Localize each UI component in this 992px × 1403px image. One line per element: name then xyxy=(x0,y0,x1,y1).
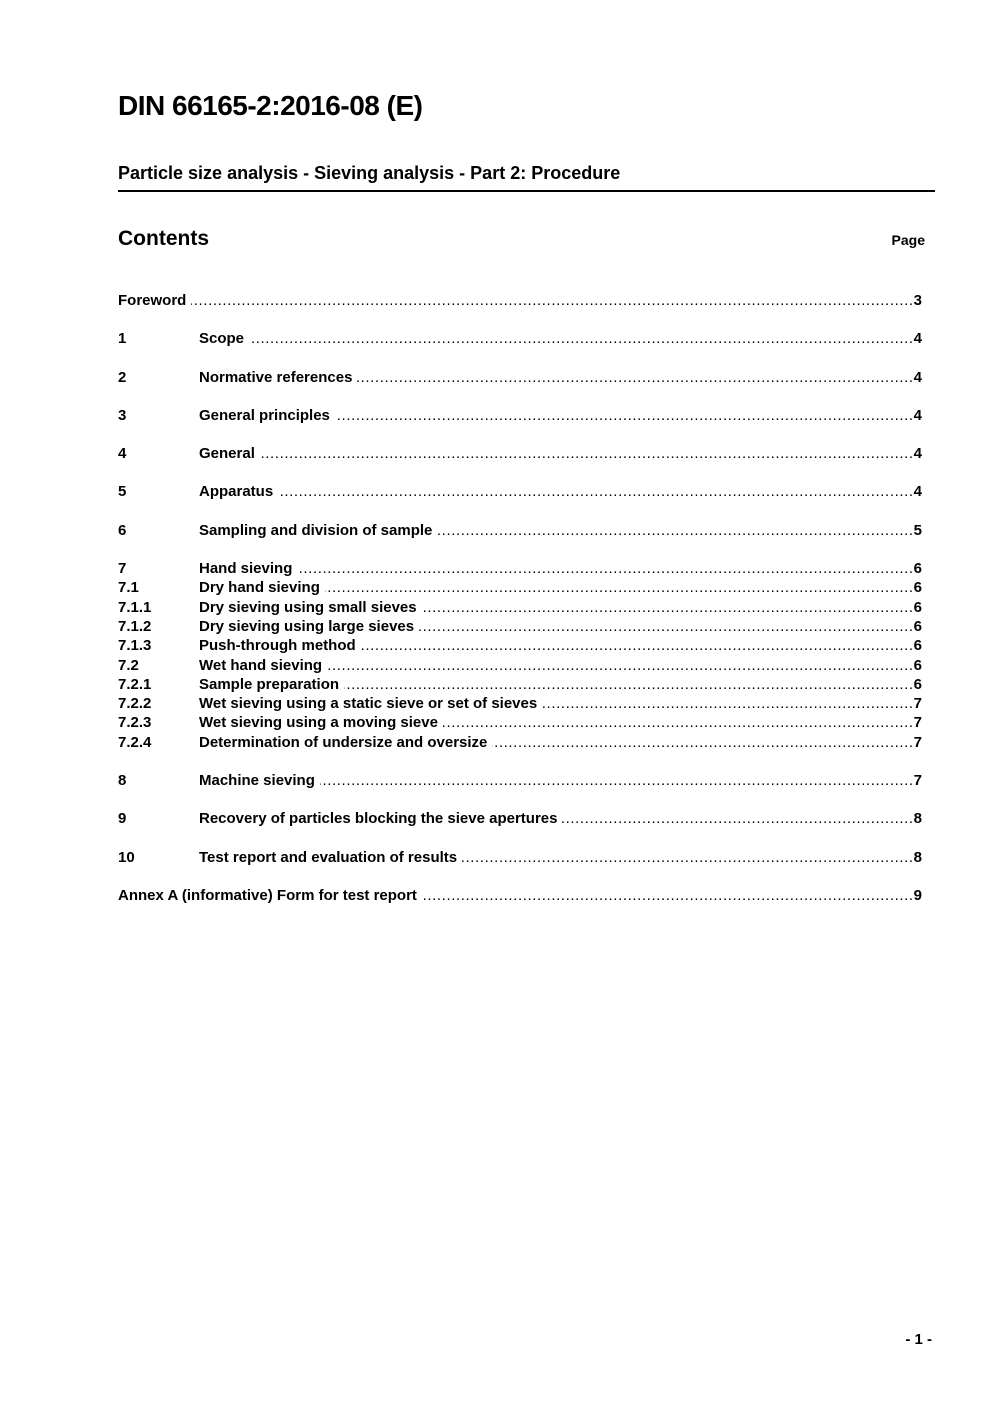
toc-entry xyxy=(118,578,935,597)
toc-entry-label: Wet hand sieving xyxy=(199,656,323,674)
page-column-label: Page xyxy=(891,232,925,248)
toc-entry-number: 7.2 xyxy=(118,656,139,674)
toc-entry-label: Foreword xyxy=(118,292,187,309)
toc-entry-page: 3 xyxy=(913,292,922,309)
toc-entry xyxy=(118,886,935,905)
toc-entry xyxy=(118,559,935,578)
toc-entry xyxy=(118,713,935,732)
toc-entry xyxy=(118,675,935,694)
toc-entry xyxy=(118,809,935,828)
toc-dot-leader xyxy=(361,636,914,655)
toc-dot-leader xyxy=(422,598,914,617)
toc-entry-label: Hand sieving xyxy=(199,560,293,578)
toc-entry-number: 7.2.3 xyxy=(118,714,152,732)
toc-dot-leader xyxy=(191,291,913,310)
toc-dot-leader xyxy=(562,809,913,828)
toc-dot-leader xyxy=(249,329,914,348)
toc-dot-leader xyxy=(325,578,914,597)
page-number-footer: - 1 - xyxy=(905,1331,932,1348)
toc-entry xyxy=(118,291,935,310)
toc-entry-label: Wet sieving using a moving sieve xyxy=(199,714,438,732)
toc-dot-leader xyxy=(278,482,913,501)
toc-entry-page: 7 xyxy=(913,733,922,751)
toc-entry xyxy=(118,368,935,387)
toc-entry-page: 7 xyxy=(913,714,922,732)
toc-dot-leader xyxy=(327,656,914,675)
toc-entry-label: Machine sieving xyxy=(199,772,315,790)
document-title: Particle size analysis - Sieving analysis - Part 2: Procedure xyxy=(118,163,935,192)
toc-entry-number: 7 xyxy=(118,560,127,578)
toc-entry-page: 4 xyxy=(913,406,922,424)
toc-entry-number: 1 xyxy=(118,330,127,348)
toc-entry-page: 6 xyxy=(913,579,922,597)
toc-entry xyxy=(118,406,935,425)
document-code: DIN 66165-2:2016-08 (E) xyxy=(118,90,423,121)
toc-entry-label: Determination of undersize and oversize xyxy=(199,733,488,751)
toc-dot-leader xyxy=(419,617,914,636)
toc-entry-page: 4 xyxy=(913,483,922,501)
toc-entry xyxy=(118,733,935,752)
toc-dot-leader xyxy=(437,521,913,540)
toc-entry-label: General xyxy=(199,445,255,463)
toc-entry-label: Scope xyxy=(199,330,245,348)
toc-entry-number: 6 xyxy=(118,521,127,539)
toc-entry xyxy=(118,636,935,655)
toc-dot-leader xyxy=(462,848,914,867)
toc-entry-number: 7.1 xyxy=(118,579,139,597)
toc-entry-label: Recovery of particles blocking the sieve apertures xyxy=(199,810,558,828)
toc-entry-page: 6 xyxy=(913,656,922,674)
toc-entry xyxy=(118,521,935,540)
toc-entry xyxy=(118,771,935,790)
toc-entry xyxy=(118,329,935,348)
toc-dot-leader xyxy=(344,675,914,694)
contents-header xyxy=(118,227,935,251)
toc-entry xyxy=(118,617,935,636)
toc-entry xyxy=(118,444,935,463)
toc-entry-number: 5 xyxy=(118,483,127,501)
toc-entry-label: Sampling and division of sample xyxy=(199,521,433,539)
toc-entry-number: 7.1.2 xyxy=(118,617,152,635)
toc-entry-page: 6 xyxy=(913,598,922,616)
toc-entry-number: 7.1.3 xyxy=(118,637,152,655)
toc-dot-leader xyxy=(260,444,914,463)
toc-entry-number: 3 xyxy=(118,406,127,424)
toc-entry-number: 2 xyxy=(118,368,127,386)
toc-entry-page: 6 xyxy=(913,675,922,693)
toc-entry-page: 7 xyxy=(913,772,922,790)
toc-entry xyxy=(118,482,935,501)
toc-dot-leader xyxy=(320,771,914,790)
toc-entry-number: 7.2.2 xyxy=(118,695,152,713)
toc-entry-label: Dry sieving using large sieves xyxy=(199,617,415,635)
toc-entry-page: 7 xyxy=(913,695,922,713)
toc-entry-label: Wet sieving using a static sieve or set of sieves xyxy=(199,695,538,713)
toc-entry-label: General principles xyxy=(199,406,330,424)
toc-entry xyxy=(118,694,935,713)
toc-entry-label: Push-through method xyxy=(199,637,356,655)
toc-entry-page: 6 xyxy=(913,637,922,655)
toc-entry-page: 6 xyxy=(913,560,922,578)
toc-entry-page: 4 xyxy=(913,445,922,463)
toc-entry-number: 7.1.1 xyxy=(118,598,152,616)
toc-entry-label: Apparatus xyxy=(199,483,274,501)
toc-entry-number: 10 xyxy=(118,848,135,866)
toc-entry-number: 7.2.4 xyxy=(118,733,152,751)
toc-entry-page: 5 xyxy=(913,521,922,539)
toc-dot-leader xyxy=(443,713,914,732)
toc-entry-page: 9 xyxy=(913,886,922,904)
toc-entry-page: 6 xyxy=(913,617,922,635)
toc-entry-number: 7.2.1 xyxy=(118,675,152,693)
toc-dot-leader xyxy=(422,886,914,905)
toc-entry xyxy=(118,848,935,867)
toc-dot-leader xyxy=(297,559,913,578)
toc-entry xyxy=(118,598,935,617)
toc-dot-leader xyxy=(335,406,914,425)
contents-heading: Contents xyxy=(118,227,209,250)
toc-entry-label: Test report and evaluation of results xyxy=(199,848,458,866)
toc-entry-page: 4 xyxy=(913,368,922,386)
toc-entry-number: 8 xyxy=(118,772,127,790)
toc-dot-leader xyxy=(357,368,913,387)
toc-entry-number: 9 xyxy=(118,810,127,828)
toc-entry-label: Sample preparation xyxy=(199,675,340,693)
toc-entry-page: 8 xyxy=(913,810,922,828)
toc-entry-label: Dry hand sieving xyxy=(199,579,320,597)
table-of-contents xyxy=(118,291,935,905)
toc-entry-label: Dry sieving using small sieves xyxy=(199,598,417,616)
toc-entry-label: Annex A (informative) Form for test report xyxy=(118,886,417,904)
toc-entry-page: 8 xyxy=(913,848,922,866)
toc-entry-page: 4 xyxy=(913,330,922,348)
toc-dot-leader xyxy=(492,733,913,752)
toc-entry-number: 4 xyxy=(118,445,127,463)
toc-dot-leader xyxy=(542,694,913,713)
toc-entry xyxy=(118,656,935,675)
toc-entry-label: Normative references xyxy=(199,368,353,386)
